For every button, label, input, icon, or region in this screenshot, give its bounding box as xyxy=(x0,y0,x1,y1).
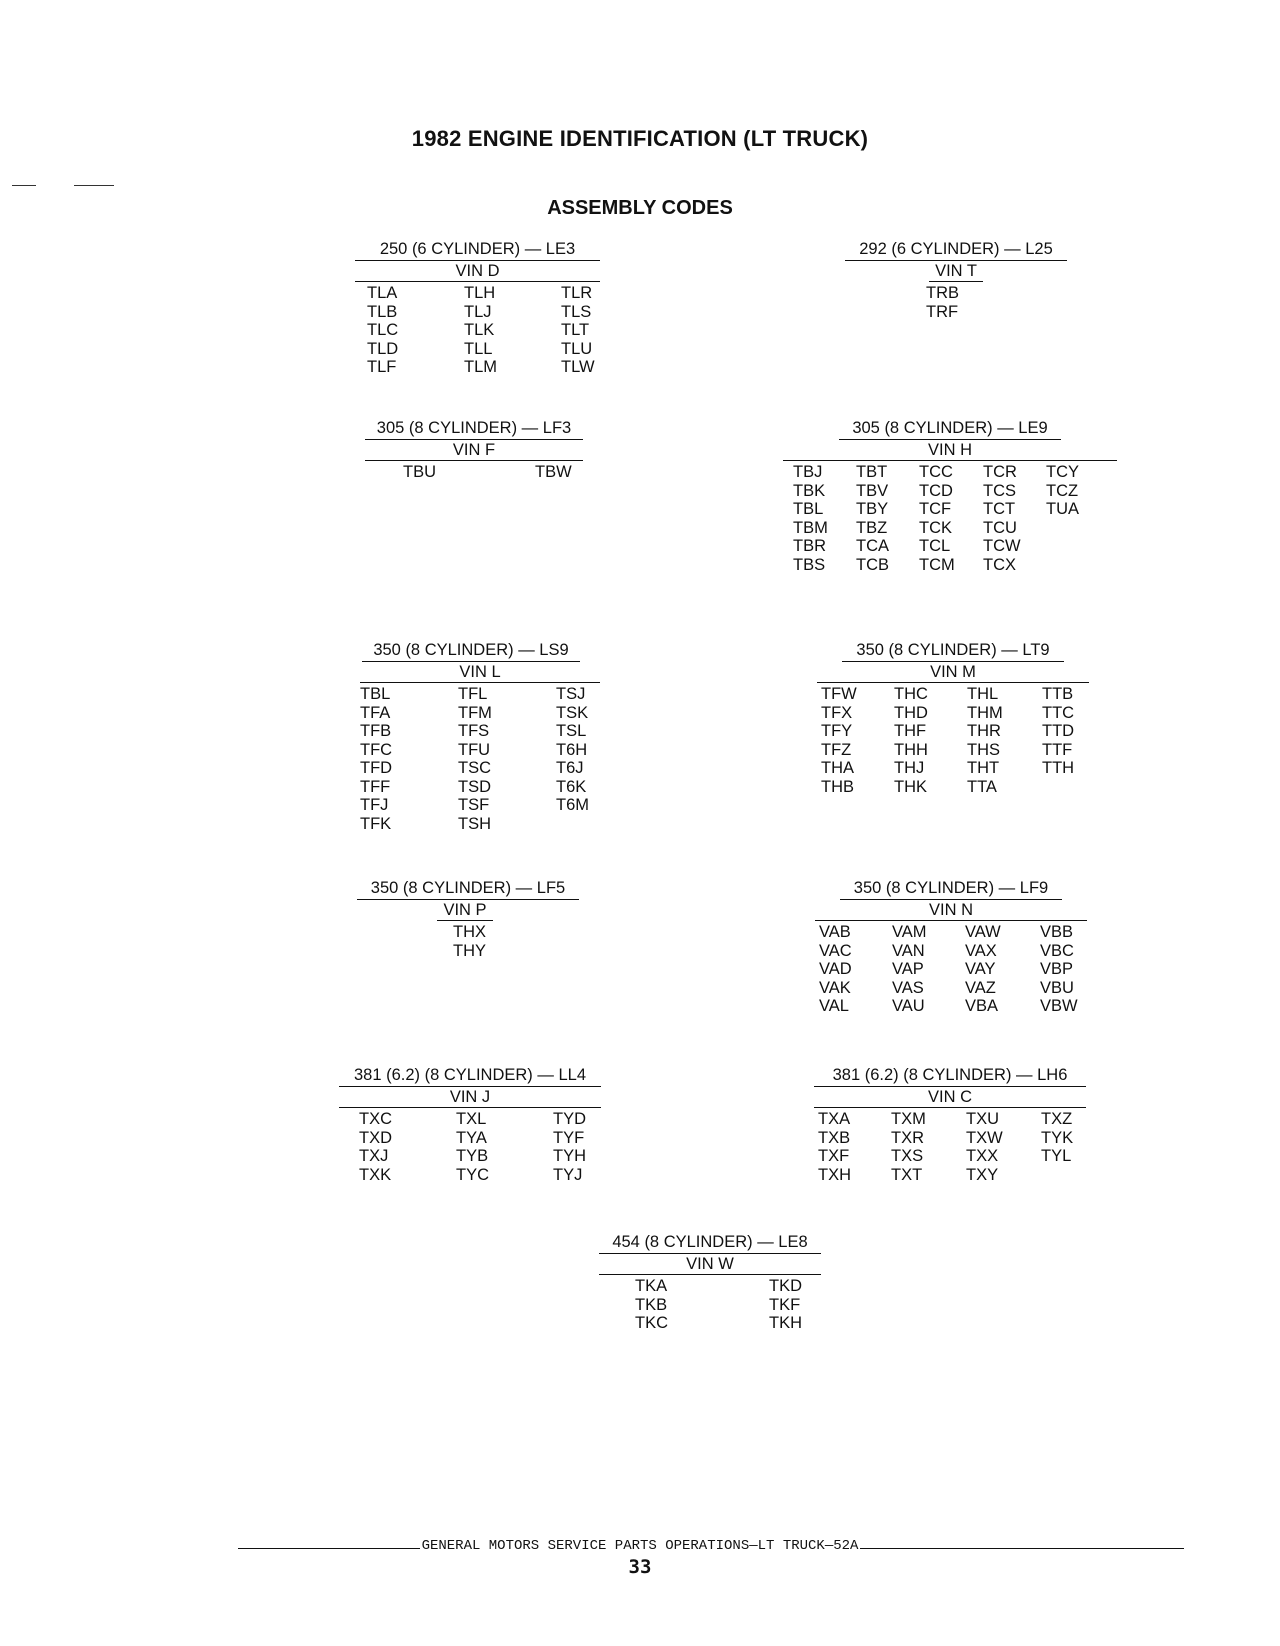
assembly-code: TXX xyxy=(966,1147,999,1165)
assembly-code: TFF xyxy=(360,777,391,796)
assembly-code: TLR xyxy=(561,284,593,302)
assembly-code: TFM xyxy=(458,703,492,722)
assembly-code: TLA xyxy=(367,284,398,302)
assembly-code: THL xyxy=(967,685,999,703)
assembly-code: TLU xyxy=(561,339,593,358)
assembly-code: TLL xyxy=(464,339,493,358)
assembly-code: VBW xyxy=(1040,997,1078,1015)
assembly-code xyxy=(1046,519,1106,538)
engine-heading: 350 (8 CYLINDER) — LF5 xyxy=(357,879,579,900)
assembly-code: T6H xyxy=(556,740,588,759)
assembly-code: VBB xyxy=(1040,923,1074,941)
code-grid xyxy=(360,685,600,833)
assembly-code: TXM xyxy=(891,1110,926,1128)
vin-label: VIN F xyxy=(365,440,583,461)
assembly-code: TXW xyxy=(966,1128,1003,1147)
assembly-code xyxy=(1041,1166,1090,1185)
assembly-code: TSJ xyxy=(556,685,586,703)
assembly-code: THH xyxy=(894,740,928,759)
assembly-code: THM xyxy=(967,703,1003,722)
assembly-code: TCC xyxy=(919,463,953,481)
assembly-code: TLF xyxy=(367,358,397,376)
assembly-code: TLT xyxy=(561,321,590,339)
assembly-code: TCM xyxy=(919,555,955,574)
assembly-code: TFJ xyxy=(360,796,389,814)
assembly-code: TRF xyxy=(926,302,959,321)
assembly-code: TFZ xyxy=(821,740,852,759)
assembly-code: T6J xyxy=(556,759,584,777)
assembly-code: VAZ xyxy=(965,978,996,997)
assembly-code: TTF xyxy=(1042,740,1073,759)
assembly-code: TYL xyxy=(1041,1147,1072,1165)
engine-block-305-lf3 xyxy=(365,419,583,482)
assembly-code xyxy=(556,815,600,834)
assembly-code: VAB xyxy=(819,923,851,941)
assembly-code: VAC xyxy=(819,941,852,960)
code-grid xyxy=(845,284,1067,321)
assembly-code: TCX xyxy=(983,555,1016,574)
code-grid xyxy=(783,463,1117,574)
assembly-code: THX xyxy=(453,923,486,941)
assembly-code: TSL xyxy=(556,722,587,740)
assembly-code: TBL xyxy=(360,685,391,703)
assembly-code: TSF xyxy=(458,796,490,814)
assembly-code xyxy=(1046,537,1106,556)
assembly-code: VAS xyxy=(892,978,924,997)
assembly-code: TCR xyxy=(983,463,1017,481)
engine-heading: 381 (6.2) (8 CYLINDER) — LH6 xyxy=(814,1066,1086,1087)
code-grid xyxy=(357,923,579,960)
assembly-code: TKA xyxy=(635,1277,668,1295)
assembly-code: TCL xyxy=(919,537,951,555)
footer-text xyxy=(0,1538,1280,1554)
assembly-code: THD xyxy=(894,703,928,722)
assembly-code: TLC xyxy=(367,321,399,339)
assembly-code: TBT xyxy=(856,463,888,481)
assembly-code: TXR xyxy=(891,1128,924,1147)
assembly-code: VAW xyxy=(965,923,1001,941)
assembly-code: VAP xyxy=(892,960,924,978)
code-grid xyxy=(355,284,600,377)
engine-heading: 381 (6.2) (8 CYLINDER) — LL4 xyxy=(339,1066,601,1087)
engine-block-381-ll4 xyxy=(339,1066,601,1184)
assembly-code: TXZ xyxy=(1041,1110,1073,1128)
assembly-code: TKD xyxy=(769,1277,802,1295)
assembly-code: TCW xyxy=(983,537,1021,555)
assembly-code: VAM xyxy=(892,923,927,941)
vin-label: VIN N xyxy=(815,900,1087,921)
assembly-code: TLM xyxy=(464,358,497,376)
assembly-code: TTB xyxy=(1042,685,1074,703)
code-grid xyxy=(815,923,1087,1016)
assembly-code: TCK xyxy=(919,518,952,537)
engine-block-350-lf5 xyxy=(357,879,579,960)
assembly-code: TXD xyxy=(359,1128,392,1147)
assembly-code: THK xyxy=(894,777,927,796)
assembly-code: TFX xyxy=(821,703,853,722)
assembly-code: THB xyxy=(821,777,854,796)
assembly-code: TXU xyxy=(966,1110,999,1128)
assembly-code: TSK xyxy=(556,703,589,722)
assembly-code: VAX xyxy=(965,941,997,960)
assembly-code: TFW xyxy=(821,685,857,703)
engine-heading: 305 (8 CYLINDER) — LF3 xyxy=(365,419,583,440)
section-subtitle: ASSEMBLY CODES xyxy=(547,197,733,219)
assembly-code: THF xyxy=(894,722,927,740)
page-number: 33 xyxy=(628,1556,652,1578)
assembly-code: TFD xyxy=(360,759,393,777)
assembly-code: TUA xyxy=(1046,500,1079,518)
assembly-code: T6M xyxy=(556,796,589,814)
assembly-code: TXK xyxy=(359,1165,392,1184)
assembly-code: TTA xyxy=(967,777,997,796)
engine-block-454-le8 xyxy=(599,1233,821,1333)
assembly-code: TTH xyxy=(1042,759,1075,777)
assembly-code xyxy=(1046,556,1106,575)
assembly-code: TLD xyxy=(367,339,399,358)
engine-heading: 350 (8 CYLINDER) — LF9 xyxy=(840,879,1062,900)
assembly-code: TYA xyxy=(456,1128,487,1147)
assembly-code: TCS xyxy=(983,481,1016,500)
assembly-code: TTD xyxy=(1042,722,1075,740)
assembly-code: TYC xyxy=(456,1165,489,1184)
assembly-code xyxy=(1042,778,1093,797)
page-title: 1982 ENGINE IDENTIFICATION (LT TRUCK) xyxy=(411,126,869,151)
assembly-code: TSC xyxy=(458,759,491,777)
engine-block-292-l25 xyxy=(845,240,1067,321)
assembly-code: TKH xyxy=(769,1314,802,1332)
assembly-code: TCF xyxy=(919,500,952,518)
code-grid xyxy=(365,463,583,482)
assembly-code: TXA xyxy=(818,1110,851,1128)
vin-label: VIN H xyxy=(783,440,1117,461)
assembly-code: TBU xyxy=(403,463,436,481)
assembly-code: VAY xyxy=(965,960,996,978)
assembly-code: TXT xyxy=(891,1165,923,1184)
assembly-code: VBC xyxy=(1040,941,1074,960)
engine-heading: 454 (8 CYLINDER) — LE8 xyxy=(599,1233,821,1254)
assembly-code: TXF xyxy=(818,1147,850,1165)
assembly-code: VAD xyxy=(819,960,852,978)
assembly-code: TCB xyxy=(856,555,889,574)
assembly-code: VAN xyxy=(892,941,925,960)
vin-label: VIN P xyxy=(437,900,493,921)
assembly-code: TLS xyxy=(561,302,592,321)
code-grid xyxy=(339,1110,601,1184)
assembly-code: TYB xyxy=(456,1147,489,1165)
assembly-code: TFL xyxy=(458,685,488,703)
assembly-code: T6K xyxy=(556,777,587,796)
assembly-code: TXY xyxy=(966,1165,999,1184)
assembly-code: TXC xyxy=(359,1110,392,1128)
engine-heading: 350 (8 CYLINDER) — LT9 xyxy=(842,641,1064,662)
assembly-code: THY xyxy=(453,941,486,960)
assembly-code: TSD xyxy=(458,777,491,796)
engine-heading: 250 (6 CYLINDER) — LE3 xyxy=(355,240,600,261)
assembly-code: TCY xyxy=(1046,463,1079,481)
margin-mark xyxy=(12,185,36,186)
assembly-code: TYD xyxy=(553,1110,586,1128)
assembly-code: TBV xyxy=(856,481,889,500)
engine-block-381-lh6 xyxy=(814,1066,1086,1184)
assembly-code: TXL xyxy=(456,1110,487,1128)
assembly-code: THJ xyxy=(894,759,925,777)
assembly-code: TCU xyxy=(983,518,1017,537)
vin-label: VIN C xyxy=(814,1087,1086,1108)
vin-label: VIN M xyxy=(817,662,1089,683)
assembly-code: TBK xyxy=(793,481,826,500)
assembly-code: TFU xyxy=(458,740,491,759)
assembly-code: TXJ xyxy=(359,1147,389,1165)
assembly-code: TYF xyxy=(553,1128,585,1147)
assembly-code: TFY xyxy=(821,722,853,740)
engine-block-350-lf9 xyxy=(815,879,1087,1016)
assembly-code: THS xyxy=(967,740,1000,759)
assembly-code: TBW xyxy=(535,463,572,481)
assembly-code: TKC xyxy=(635,1314,668,1332)
assembly-code: VBA xyxy=(965,997,999,1015)
vin-label: VIN T xyxy=(929,261,983,282)
assembly-code: TLB xyxy=(367,302,398,321)
assembly-code: TLJ xyxy=(464,302,492,321)
assembly-code: TBZ xyxy=(856,518,888,537)
assembly-code: TCD xyxy=(919,481,953,500)
assembly-code: TXH xyxy=(818,1165,851,1184)
assembly-code: TKB xyxy=(635,1295,668,1314)
assembly-code: TFC xyxy=(360,740,393,759)
assembly-code: TLW xyxy=(561,358,595,376)
vin-label: VIN W xyxy=(599,1254,821,1275)
assembly-code: TCT xyxy=(983,500,1016,518)
assembly-code: TBY xyxy=(856,500,889,518)
assembly-code: TKF xyxy=(769,1295,801,1314)
assembly-code: TBJ xyxy=(793,463,823,481)
assembly-code: TRB xyxy=(926,284,959,302)
code-grid xyxy=(817,685,1089,796)
assembly-code: TBS xyxy=(793,555,826,574)
assembly-code: TFB xyxy=(360,722,392,740)
assembly-code: TFS xyxy=(458,722,490,740)
code-grid xyxy=(814,1110,1086,1184)
assembly-code: VBU xyxy=(1040,978,1074,997)
assembly-code: TLH xyxy=(464,284,496,302)
engine-block-250-le3 xyxy=(355,240,600,377)
assembly-code: TYK xyxy=(1041,1128,1074,1147)
vin-label: VIN D xyxy=(355,261,600,282)
assembly-code: TBM xyxy=(793,518,828,537)
assembly-code: TXB xyxy=(818,1128,851,1147)
engine-heading: 350 (8 CYLINDER) — LS9 xyxy=(362,641,580,662)
assembly-code: THR xyxy=(967,722,1001,740)
engine-block-305-le9 xyxy=(783,419,1117,574)
assembly-code: TSH xyxy=(458,814,491,833)
assembly-code: TYH xyxy=(553,1147,586,1165)
engine-heading: 305 (8 CYLINDER) — LE9 xyxy=(839,419,1061,440)
assembly-code: VBP xyxy=(1040,960,1074,978)
assembly-code: TXS xyxy=(891,1147,924,1165)
assembly-code: TBL xyxy=(793,500,824,518)
assembly-code: TTC xyxy=(1042,703,1075,722)
vin-label: VIN L xyxy=(360,662,600,683)
assembly-code: THA xyxy=(821,759,854,777)
footer-label: GENERAL MOTORS SERVICE PARTS OPERATIONS—LT TRUCK—52A xyxy=(421,1538,859,1554)
assembly-code: THC xyxy=(894,685,928,703)
assembly-code: TCA xyxy=(856,537,889,555)
engine-block-350-ls9 xyxy=(360,641,600,833)
assembly-code: THT xyxy=(967,759,1000,777)
assembly-code: TLK xyxy=(464,321,495,339)
assembly-code: TFK xyxy=(360,814,392,833)
engine-block-350-lt9 xyxy=(817,641,1089,796)
vin-label: VIN J xyxy=(339,1087,601,1108)
assembly-code: TFA xyxy=(360,703,391,722)
assembly-code: TBR xyxy=(793,537,826,555)
assembly-code: VAK xyxy=(819,978,851,997)
assembly-code: VAL xyxy=(819,997,849,1015)
engine-heading: 292 (6 CYLINDER) — L25 xyxy=(845,240,1067,261)
code-grid xyxy=(599,1277,821,1333)
margin-mark xyxy=(74,185,114,186)
assembly-code: VAU xyxy=(892,997,925,1015)
assembly-code: TYJ xyxy=(553,1165,583,1184)
assembly-code: TCZ xyxy=(1046,481,1079,500)
